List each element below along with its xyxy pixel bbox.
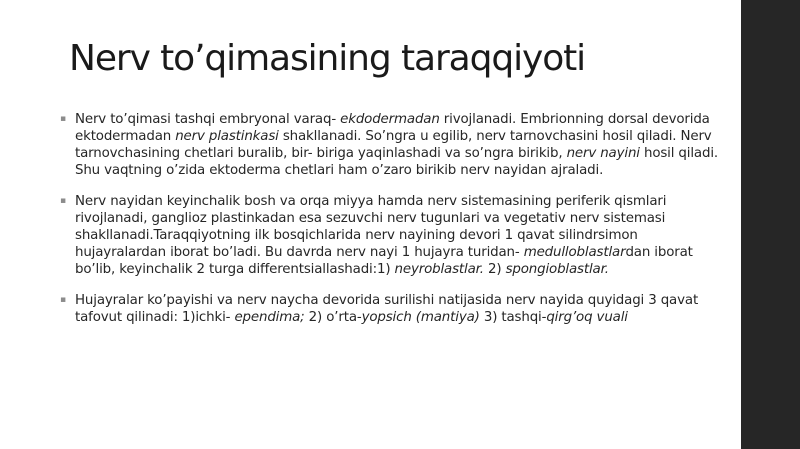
text-run: rivojlanadi. Embrionning dorsal devorida ektodermadan [75, 112, 710, 144]
text-run-italic: qirg’oq vuali [546, 310, 628, 325]
text-run: Nerv nayidan keyinchalik bosh va orqa miyya hamda nerv sistemasining periferik qismlari rivojlanadi, ganglioz plastinkadan esa sezuvchi nerv tugunlari va vegetativ nerv sistemasi shakllanadi.Taraqqiyotning ilk bosqichlarida nerv nayining devori 1 qavat silindrsimon hujayralardan iborat bo’ladi. Bu davrda nerv nayi 1 hujayra turidan- [75, 194, 667, 260]
bullet-text [75, 194, 693, 277]
bullet-item [56, 292, 728, 326]
text-run: shakllanadi. So’ngra u egilib, nerv tarnovchasini hosil qiladi. Nerv tarnovchasining chetlari buralib, bir- biriga yaqinlashadi va so’ngra birikib, [75, 129, 712, 161]
text-run: 2) [483, 262, 506, 277]
text-run-italic: spongioblastlar. [505, 262, 609, 277]
bullet-item [56, 193, 728, 278]
bullet-square-icon: ▪ [60, 196, 66, 206]
text-run: 2) o’rta- [304, 310, 362, 325]
text-run: 3) tashqi- [479, 310, 547, 325]
text-run: Hujayralar ko’payishi va nerv naycha devorida surilishi natijasida nerv nayida quyidagi 3 qavat tafovut qilinadi: 1)ichki- [75, 293, 699, 325]
text-run: dan iborat bo’lib, keyinchalik 2 turga differentsiallashadi:1) [75, 245, 693, 277]
text-run-italic: nerv plastinkasi [175, 129, 279, 144]
bullet-square-icon: ▪ [60, 295, 66, 305]
right-sidebar-panel [741, 0, 800, 449]
text-run-italic: ependima; [234, 310, 305, 325]
bullet-square-icon: ▪ [60, 114, 66, 124]
text-run: hosil qiladi. Shu vaqtning o’zida ektoderma chetlari ham o’zaro birikib nerv nayidan ajraladi. [75, 146, 719, 178]
text-run-italic: nerv nayini [566, 146, 640, 161]
text-run-italic: yopsich (mantiya) [361, 310, 480, 325]
text-run: Nerv to’qimasi tashqi embryonal varaq- [75, 112, 341, 127]
bullet-list [56, 111, 728, 326]
bullet-text [75, 293, 698, 325]
text-run-italic: ekdodermadan [340, 112, 440, 127]
text-run-italic: neyroblastlar. [394, 262, 484, 277]
slide-title: Nerv to’qimasining taraqqiyoti [69, 38, 586, 79]
text-run-italic: medulloblastlar [523, 245, 626, 260]
bullet-item [56, 111, 728, 179]
bullet-text [75, 112, 718, 178]
